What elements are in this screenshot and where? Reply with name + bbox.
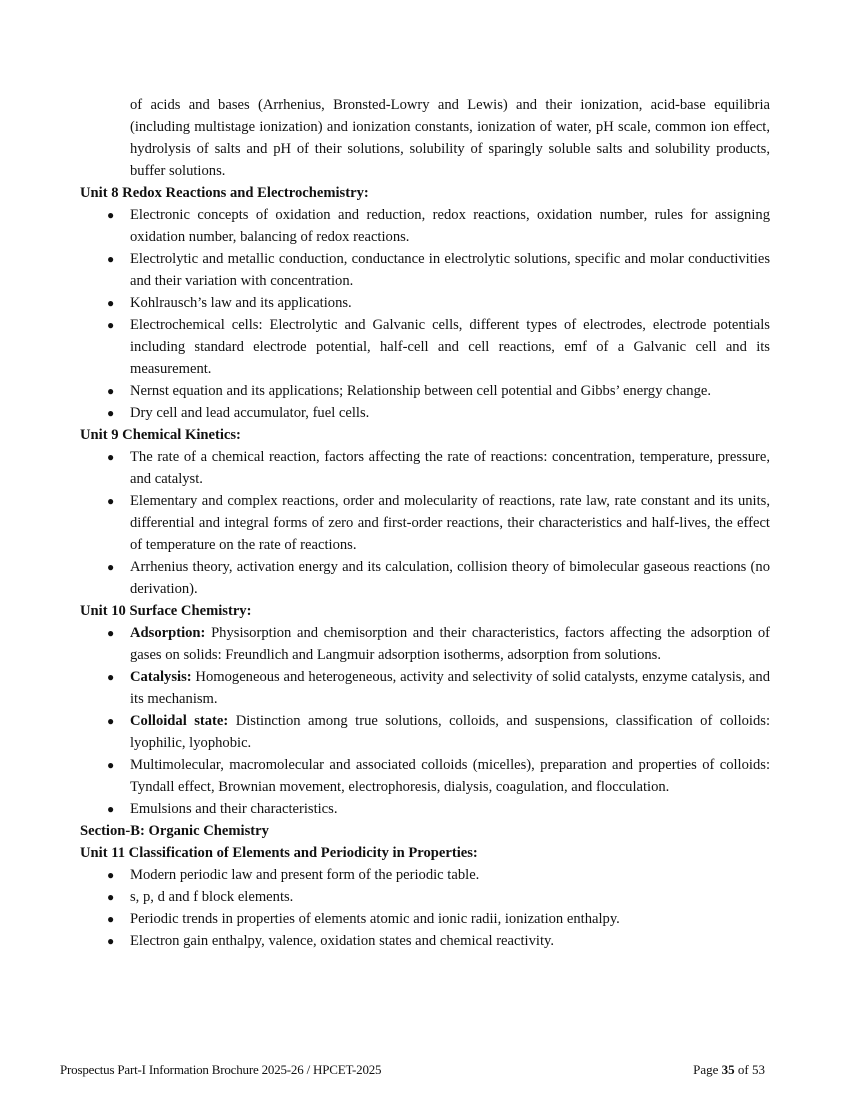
page-word: Page [693,1062,719,1077]
list-item [80,798,770,820]
list-item [80,292,770,314]
topic-term: Catalysis: [130,669,192,685]
bullet-icon: ● [107,670,115,684]
unit-heading: Unit 11 Classification of Elements and Periodicity in Properties: [80,845,478,861]
unit-heading: Unit 8 Redox Reactions and Electrochemistry: [80,185,369,201]
unit-topic-list [80,622,770,820]
bullet-icon: ● [107,406,115,420]
bullet-icon: ● [107,384,115,398]
of-word: of [737,1062,749,1077]
list-item [80,446,770,490]
list-item [80,402,770,424]
bullet-icon: ● [107,758,115,772]
bullet-icon: ● [107,318,115,332]
bullet-icon: ● [107,802,115,816]
topic-text: Electron gain enthalpy, valence, oxidation states and chemical reactivity. [130,933,554,949]
list-item [80,864,770,886]
topic-text: Periodic trends in properties of elements atomic and ionic radii, ionization enthalpy. [130,911,620,927]
topic-text: Distinction among true solutions, colloids, and suspensions, classification of colloids: lyophilic, lyophobic. [130,713,771,751]
unit-heading: Unit 10 Surface Chemistry: [80,603,252,619]
topic-text: Homogeneous and heterogeneous, activity and selectivity of solid catalysts, enzyme catalysis, and its mechanism. [130,669,770,707]
bullet-icon: ● [107,560,115,574]
bullet-icon: ● [107,934,115,948]
list-item [80,908,770,930]
topic-text: Dry cell and lead accumulator, fuel cells. [130,405,370,421]
topic-text: Multimolecular, macromolecular and associated colloids (micelles), preparation and properties of colloids: Tyndall effect, Brownian movement, electrophoresis, dialysis, coagulation, and flocculation. [130,757,770,795]
topic-term: Colloidal state: [130,713,229,729]
topic-text: Emulsions and their characteristics. [130,801,338,817]
list-item [80,380,770,402]
topic-term: Adsorption: [130,625,206,641]
list-item [80,754,770,798]
bullet-icon: ● [107,868,115,882]
bullet-icon: ● [107,912,115,926]
topic-text: Electrolytic and metallic conduction, conductance in electrolytic solutions, specific and molar conductivities and their variation with concentration. [130,251,770,289]
list-item [80,248,770,292]
unit-topic-list [80,446,770,600]
list-item [80,622,770,666]
topic-text: Elementary and complex reactions, order and molecularity of reactions, rate law, rate constant and its units, differential and integral forms of zero and first-order reactions, their characteristics and half-lives, the effect of temperature on the rate of reactions. [130,493,770,553]
topic-text: Kohlrausch’s law and its applications. [130,295,352,311]
units-container [80,182,770,952]
list-item [80,556,770,600]
continued-paragraph: of acids and bases (Arrhenius, Bronsted-Lowry and Lewis) and their ionization, acid-base equilibria (including multistage ionization) and ionization constants, ionization of water, pH scale, common ion effect, hydrolysis of salts and pH of their solutions, solubility of sparingly soluble salts and solubility products, buffer solutions. [130,97,770,179]
list-item [80,204,770,248]
total-pages: 53 [752,1062,765,1077]
unit-topic-list [80,204,770,424]
list-item [80,314,770,380]
bullet-icon: ● [107,714,115,728]
footer-page-number [693,1062,765,1078]
unit-heading: Unit 9 Chemical Kinetics: [80,427,241,443]
topic-text: Modern periodic law and present form of the periodic table. [130,867,480,883]
bullet-icon: ● [107,494,115,508]
topic-text: Electronic concepts of oxidation and reduction, redox reactions, oxidation number, rules for assigning oxidation number, balancing of redox reactions. [130,207,770,245]
list-item [80,666,770,710]
bullet-icon: ● [107,208,115,222]
topic-text: Physisorption and chemisorption and their characteristics, factors affecting the adsorption of gases on solids: Freundlich and Langmuir adsorption isotherms, adsorption from solutions. [130,625,770,663]
bullet-icon: ● [107,252,115,266]
topic-text: Electrochemical cells: Electrolytic and Galvanic cells, different types of electrodes, electrode potentials including standard electrode potential, half-cell and cell reactions, emf of a Galvanic cell and its measurement. [130,317,770,377]
syllabus-content [80,94,770,952]
bullet-icon: ● [107,626,115,640]
bullet-icon: ● [107,296,115,310]
topic-text: Arrhenius theory, activation energy and its calculation, collision theory of bimolecular gaseous reactions (no derivation). [130,559,770,597]
topic-text: The rate of a chemical reaction, factors affecting the rate of reactions: concentration, temperature, pressure, and catalyst. [130,449,770,487]
list-item [80,490,770,556]
footer-document-title: Prospectus Part-I Information Brochure 2025-26 / HPCET-2025 [60,1062,382,1077]
bullet-icon: ● [107,890,115,904]
list-item [80,930,770,952]
list-item [80,710,770,754]
list-item [80,886,770,908]
unit-heading: Section-B: Organic Chemistry [80,823,269,839]
unit-topic-list [80,864,770,952]
topic-text: s, p, d and f block elements. [130,889,294,905]
current-page: 35 [721,1062,735,1077]
bullet-icon: ● [107,450,115,464]
topic-text: Nernst equation and its applications; Relationship between cell potential and Gibbs’ energy change. [130,383,712,399]
